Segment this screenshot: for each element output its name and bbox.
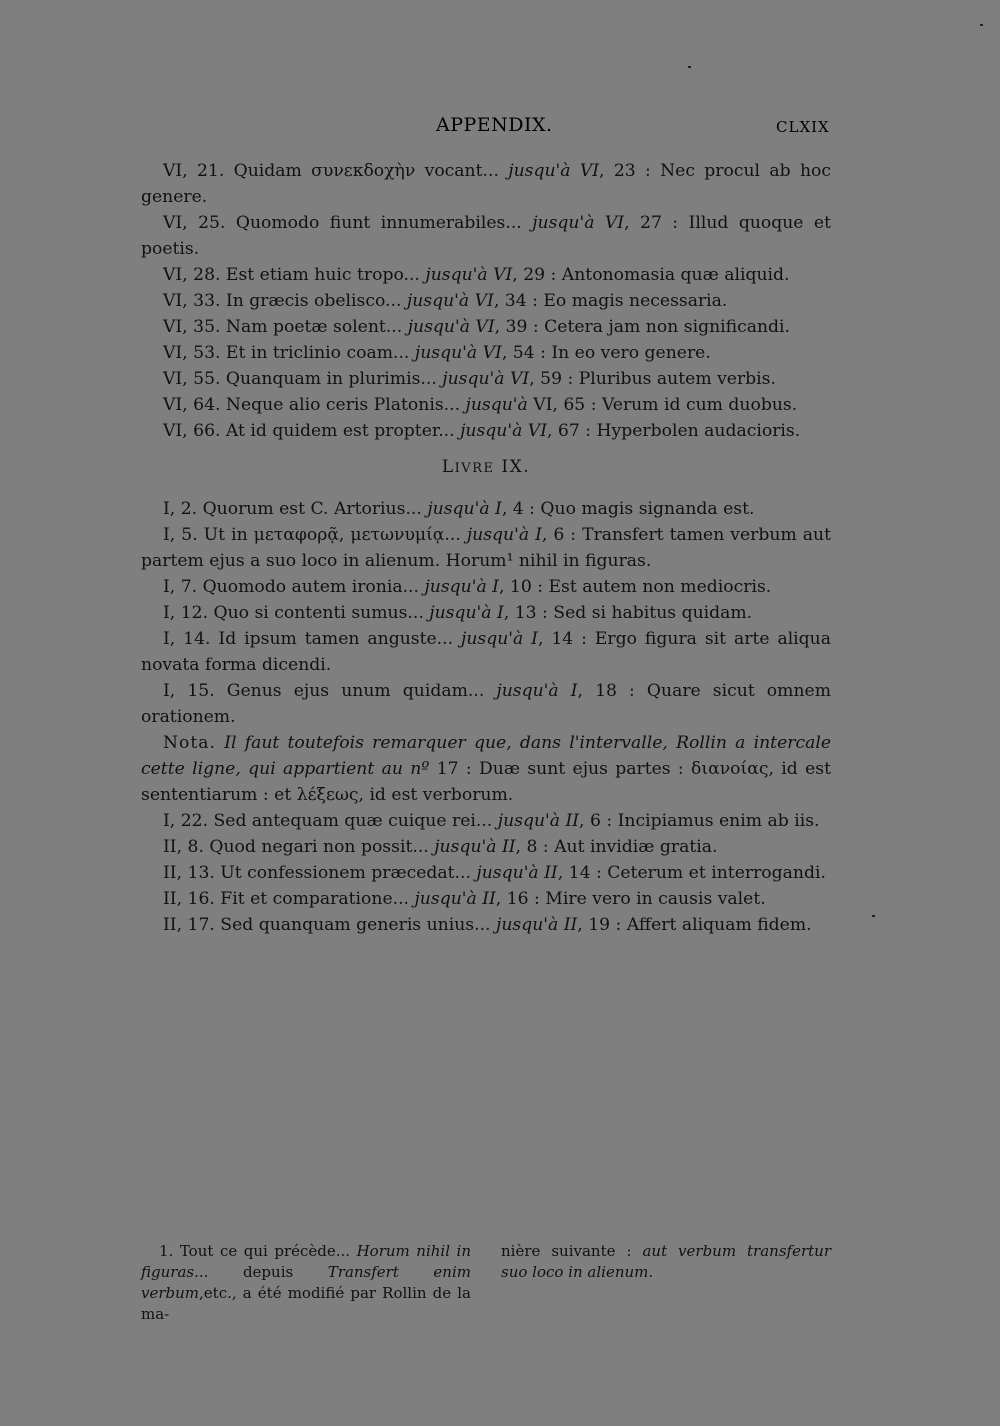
reference-entry <box>141 834 831 860</box>
footnote-left-column <box>141 1241 471 1325</box>
entry-jusqua: jusqu'à VI <box>532 213 625 233</box>
entry-target: , 19 : Affert aliquam fidem. <box>577 915 812 935</box>
entry-jusqua: jusqu'à I <box>466 525 542 545</box>
footnote-text-4: nière suivante : <box>501 1242 643 1260</box>
entry-jusqua: jusqu'à II <box>476 863 558 883</box>
scan-speck <box>688 66 691 68</box>
entry-target: VI, 65 : Verum id cum duobus. <box>527 395 798 415</box>
entry-reference: VI, 28. Est etiam huic tropo... <box>163 265 426 285</box>
entry-reference: I, 12. Quo si contenti sumus... <box>163 603 430 623</box>
footnote-right-column <box>501 1241 831 1325</box>
entry-target: , 13 : Sed si habitus quidam. <box>503 603 753 623</box>
entry-jusqua: jusqu'à I <box>424 577 499 597</box>
entry-jusqua: jusqu'à II <box>497 811 580 831</box>
entry-jusqua: jusqu'à VI <box>406 291 494 311</box>
nota-rest-text: 17 : Duæ sunt ejus partes : διανοίας, id est sententiarum : et λέξεως, id est verborum. <box>141 759 831 805</box>
entry-target: , 14 : Ergo figura sit arte aliqua novata forma dicendi. <box>141 629 832 675</box>
entry-reference: VI, 64. Neque alio ceris Platonis... <box>163 395 466 415</box>
reference-entry <box>141 496 831 522</box>
reference-entry <box>141 262 831 288</box>
entry-jusqua: jusqu'à II <box>495 915 578 935</box>
reference-entry <box>141 886 831 912</box>
entry-target: , 59 : Pluribus autem verbis. <box>529 369 776 389</box>
section-heading-livre-ix <box>141 454 831 482</box>
footnote-italic-3: aut verbum transfertur suo loco in alienum. <box>501 1242 831 1281</box>
entry-jusqua: jusqu'à VI <box>460 421 547 441</box>
entry-jusqua: jusqu'à I <box>496 681 578 701</box>
footnote-text-2: depuis <box>208 1263 328 1281</box>
body-text <box>141 158 831 938</box>
reference-entry <box>141 366 831 392</box>
entry-target: , 6 : Transfert tamen verbum aut partem ejus a suo loco in alienum. Horum¹ nihil in figuras. <box>141 525 831 571</box>
entry-reference: II, 16. Fit et comparatione... <box>163 889 415 909</box>
reference-entry <box>141 314 831 340</box>
entry-jusqua: jusqu'à <box>465 395 528 415</box>
entry-jusqua: jusqu'à I <box>427 499 502 519</box>
entry-reference: I, 15. Genus ejus unum quidam... <box>163 681 497 701</box>
entry-target: , 10 : Est autem non mediocris. <box>498 577 772 597</box>
reference-entry <box>141 522 831 574</box>
reference-entry <box>141 600 831 626</box>
entry-reference: I, 2. Quorum est C. Artorius... <box>163 499 428 519</box>
footnote-italic-1: Horum nihil in figuras... <box>141 1242 471 1281</box>
reference-entry <box>141 574 831 600</box>
reference-entry <box>141 210 831 262</box>
entry-jusqua: jusqu'à VI <box>414 343 502 363</box>
reference-entry <box>141 158 831 210</box>
page-number: CLXIX <box>776 118 830 136</box>
entry-reference: II, 8. Quod negari non possit... <box>163 837 435 857</box>
entry-jusqua: jusqu'à II <box>414 889 496 909</box>
scan-speck <box>872 915 875 917</box>
entry-list-book-viii <box>141 158 831 444</box>
nota-italic-text: Il faut toutefois remarquer que, dans l'intervalle, Rollin a intercale cette ligne, qui appartient au nº <box>141 733 831 779</box>
reference-entry <box>141 808 831 834</box>
entry-list-book-ix <box>141 496 831 730</box>
reference-entry <box>141 340 831 366</box>
entry-target: , 18 : Quare sicut omnem orationem. <box>141 681 831 727</box>
reference-entry <box>141 392 831 418</box>
running-title: APPENDIX. <box>436 114 553 136</box>
entry-jusqua: jusqu'à VI <box>442 369 530 389</box>
entry-target: , 29 : Antonomasia quæ aliquid. <box>512 265 790 285</box>
entry-reference: VI, 53. Et in triclinio coam... <box>163 343 415 363</box>
entry-reference: VI, 55. Quanquam in plurimis... <box>163 369 443 389</box>
entry-target: , 23 : Nec procul ab hoc genere. <box>141 161 831 207</box>
entry-jusqua: jusqu'à VI <box>407 317 495 337</box>
reference-entry <box>141 912 831 938</box>
reference-entry <box>141 678 831 730</box>
entry-reference: VI, 66. At id quidem est propter... <box>163 421 461 441</box>
entry-list-book-ix-continued <box>141 808 831 938</box>
entry-jusqua: jusqu'à II <box>434 837 516 857</box>
reference-entry <box>141 860 831 886</box>
entry-target: , 8 : Aut invidiæ gratia. <box>515 837 718 857</box>
entry-reference: I, 14. Id ipsum tamen anguste... <box>163 629 461 649</box>
nota-paragraph <box>141 730 831 808</box>
entry-target: , 67 : Hyperbolen audacioris. <box>547 421 801 441</box>
heading-numeral: IX. <box>494 457 531 477</box>
entry-reference: II, 13. Ut confessionem præcedat... <box>163 863 477 883</box>
entry-target: , 39 : Cetera jam non significandi. <box>494 317 791 337</box>
entry-reference: I, 7. Quomodo autem ironia... <box>163 577 425 597</box>
footnote-text-1: 1. Tout ce qui précède... <box>159 1242 357 1260</box>
entry-jusqua: jusqu'à I <box>429 603 504 623</box>
footnote-italic-2: Transfert enim verbum <box>141 1263 471 1302</box>
reference-entry <box>141 288 831 314</box>
entry-target: , 27 : Illud quoque et poetis. <box>141 213 831 259</box>
entry-reference: VI, 21. Quidam συνεκδοχὴν vocant... <box>163 161 509 181</box>
nota-label: Nota. <box>163 733 217 753</box>
entry-jusqua: jusqu'à VI <box>508 161 600 181</box>
heading-small-caps: IVRE <box>454 461 495 476</box>
heading-initial: L <box>441 457 455 477</box>
reference-entry <box>141 626 831 678</box>
entry-target: , 6 : Incipiamus enim ab iis. <box>579 811 820 831</box>
entry-reference: VI, 33. In græcis obelisco... <box>163 291 407 311</box>
entry-reference: VI, 25. Quomodo fiunt innumerabiles... <box>163 213 533 233</box>
entry-jusqua: jusqu'à I <box>460 629 538 649</box>
entry-reference: I, 22. Sed antequam quæ cuique rei... <box>163 811 498 831</box>
entry-target: , 16 : Mire vero in causis valet. <box>495 889 766 909</box>
scan-speck <box>980 24 983 26</box>
entry-reference: II, 17. Sed quanquam generis unius... <box>163 915 496 935</box>
entry-target: , 34 : Eo magis necessaria. <box>493 291 728 311</box>
footnote-text-3: ,etc., a été modifié par Rollin de la ma- <box>141 1284 471 1323</box>
entry-reference: I, 5. Ut in μεταφορᾷ, μετωνυμίᾳ... <box>163 525 467 545</box>
entry-reference: VI, 35. Nam poetæ solent... <box>163 317 408 337</box>
entry-jusqua: jusqu'à VI <box>425 265 513 285</box>
entry-target: , 14 : Ceterum et interrogandi. <box>557 863 826 883</box>
reference-entry <box>141 418 831 444</box>
entry-target: , 4 : Quo magis signanda est. <box>501 499 755 519</box>
footnote <box>141 1241 831 1325</box>
entry-target: , 54 : In eo vero genere. <box>501 343 711 363</box>
